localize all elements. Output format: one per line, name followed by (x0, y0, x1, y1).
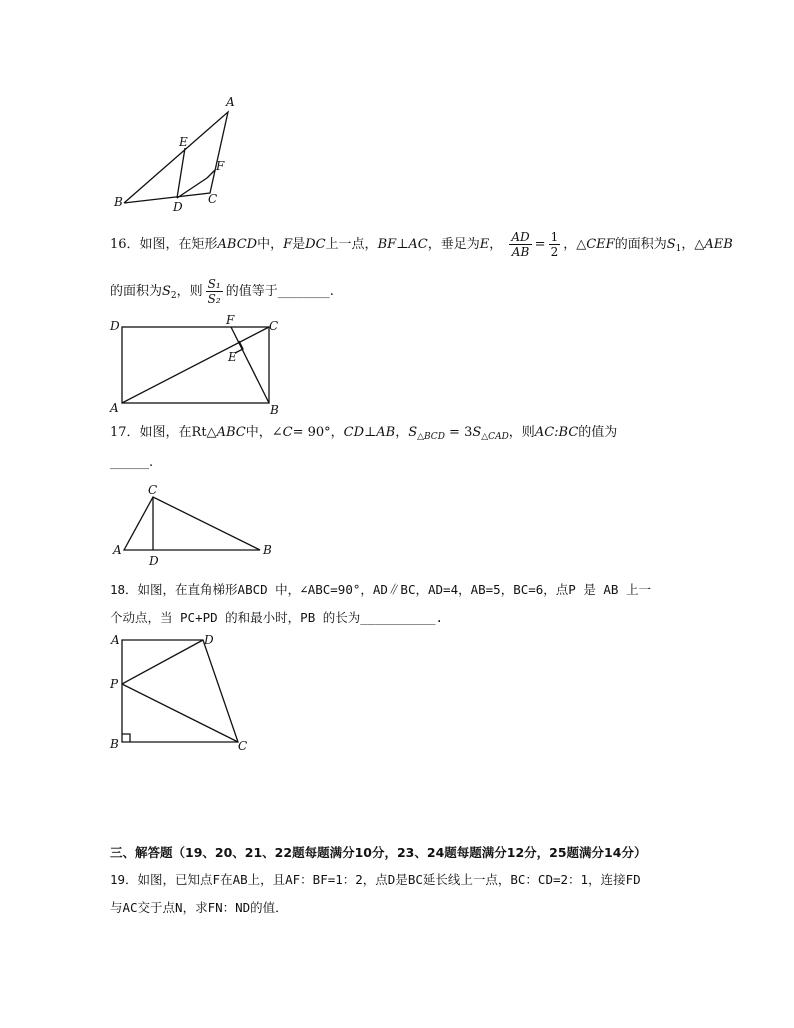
q16-frac-den: AB (511, 245, 530, 259)
q17-text: = 90°， (292, 425, 344, 440)
q18-line2 (110, 608, 443, 628)
q16-fraction-ad-ab (509, 230, 531, 259)
fig16-label-e: E (228, 350, 237, 364)
q17-s-cad: S (472, 425, 482, 440)
q17-c: C (282, 425, 293, 440)
fig17-label-c: C (148, 483, 158, 497)
q16-end: . (329, 284, 334, 299)
q16-line2 (110, 277, 334, 306)
q17-line2 (110, 453, 153, 473)
fig15-label-e: E (179, 135, 188, 149)
fig16-label-d: D (110, 319, 120, 333)
q16-text: 中， (257, 237, 284, 252)
q17-text: 17．如图，在Rt△ (110, 425, 217, 440)
q16-s2: S (162, 284, 171, 299)
fig15-label-c: C (208, 192, 218, 206)
q16-fraction-s1-s2 (206, 277, 223, 306)
q16-text: 上一点， (325, 237, 378, 252)
q17-text: ， (395, 425, 409, 440)
q17-s-bcd: S (408, 425, 418, 440)
q18-line1 (110, 580, 651, 600)
q17-line1 (110, 423, 617, 447)
q18-text: 个动点，当 PC+PD 的和最小时，PB 的长为 (110, 610, 361, 625)
q16-abcd: ABCD (217, 237, 258, 252)
q16-text: 16．如图，在矩形 (110, 237, 218, 252)
fig15-label-f: F (216, 159, 225, 173)
q17-end: . (149, 455, 154, 470)
q16-e: E (479, 237, 490, 252)
fig18-segment-pd (122, 640, 203, 684)
q16-text: 的值等于 (225, 284, 278, 299)
fig16-segment-bf (231, 327, 269, 403)
q16-s2-sub: 2 (170, 291, 177, 301)
q17-answer-blank: ______ (110, 455, 149, 470)
q16-line1 (110, 230, 733, 259)
q18-text: 18．如图，在直角梯形ABCD 中，∠ABC=90°，AD∥BC，AD=4，AB=5，BC=6，点P 是 AB 上一 (110, 582, 651, 597)
fig15-label-d: D (173, 200, 183, 214)
q16-text: ，垂足为 (427, 237, 480, 252)
fig15-label-b: B (114, 195, 123, 209)
q16-text: 的面积为 (614, 237, 667, 252)
q16-text: 的面积为 (110, 284, 163, 299)
q16-text: ，△ (563, 237, 587, 252)
q19-text: 19．如图，已知点F在AB上，且AF：BF=1：2，点D是BC延长线上一点，BC：CD=2：1，连接FD (110, 872, 641, 887)
q16-s1-sub: 1 (675, 244, 682, 254)
q16-eq: = (534, 237, 546, 252)
section-3-heading-text: 三、解答题（19、20、21、22题每题满分10分，23、24题每题满分12分，25题满分14分） (110, 845, 647, 860)
q16-ratio-den: S₂ (207, 292, 221, 306)
q17-abc: ABC (216, 425, 246, 440)
q16-aeb: AEB (704, 237, 733, 252)
q16-f: F (283, 237, 293, 252)
q17-text: ，则 (508, 425, 535, 440)
q16-cef: CEF (586, 237, 615, 252)
q16-text: 是 (292, 237, 306, 252)
q16-half-num: 1 (550, 230, 559, 244)
fig16-label-f: F (226, 313, 235, 327)
q16-dc: DC (305, 237, 326, 252)
q17-text: 的值为 (578, 425, 618, 440)
fig18-label-c: C (238, 739, 248, 753)
fig18-label-p: P (110, 677, 119, 691)
fig16-label-c: C (269, 319, 279, 333)
q17-s-bcd-sub: △BCD (417, 432, 445, 442)
q16-s1: S (666, 237, 676, 252)
fig17-label-d: D (149, 554, 159, 568)
q16-bf-ac: BF⊥AC (377, 237, 428, 252)
fig17-triangle (124, 497, 260, 550)
fig18-trapezoid (122, 640, 238, 742)
q18-answer-blank: __________ (360, 610, 436, 625)
q17-ac-bc: AC:BC (534, 425, 579, 440)
q16-text: ，则 (176, 284, 203, 299)
fig18-right-angle-mark (122, 734, 130, 742)
fig17-label-b: B (263, 543, 272, 557)
q18-end: . (435, 610, 444, 625)
q17-text: = 3 (444, 425, 473, 440)
q19-line2 (110, 898, 288, 918)
fig16-diagonal-ac (122, 327, 269, 403)
q16-text: ，△ (681, 237, 705, 252)
q17-cd-ab: CD⊥AB (343, 425, 396, 440)
q17-text: 中，∠ (245, 425, 283, 440)
q16-half-den: 2 (550, 245, 559, 259)
fig16-label-a: A (110, 401, 119, 415)
figure-18 (108, 632, 258, 757)
q19-line1 (110, 870, 641, 890)
fig17-label-a: A (113, 543, 122, 557)
q16-ratio-num: S₁ (207, 277, 221, 291)
q16-answer-blank: ________ (277, 284, 330, 299)
q19-text: 与AC交于点N，求FN：ND的值． (110, 900, 288, 915)
q16-text: ， (489, 237, 503, 252)
fig18-label-b: B (110, 737, 119, 751)
figure-16 (108, 313, 288, 417)
q17-s-cad-sub: △CAD (481, 432, 509, 442)
fig18-label-a: A (111, 633, 120, 647)
section-3-heading (110, 843, 646, 863)
fig16-label-b: B (270, 403, 279, 417)
q16-frac-num: AD (511, 230, 530, 244)
q16-fraction-half (549, 230, 561, 259)
fig15-outline (124, 112, 228, 203)
fig18-label-d: D (204, 633, 214, 647)
fig15-label-a: A (226, 95, 235, 109)
figure-17 (110, 482, 280, 568)
figure-15 (110, 90, 250, 215)
